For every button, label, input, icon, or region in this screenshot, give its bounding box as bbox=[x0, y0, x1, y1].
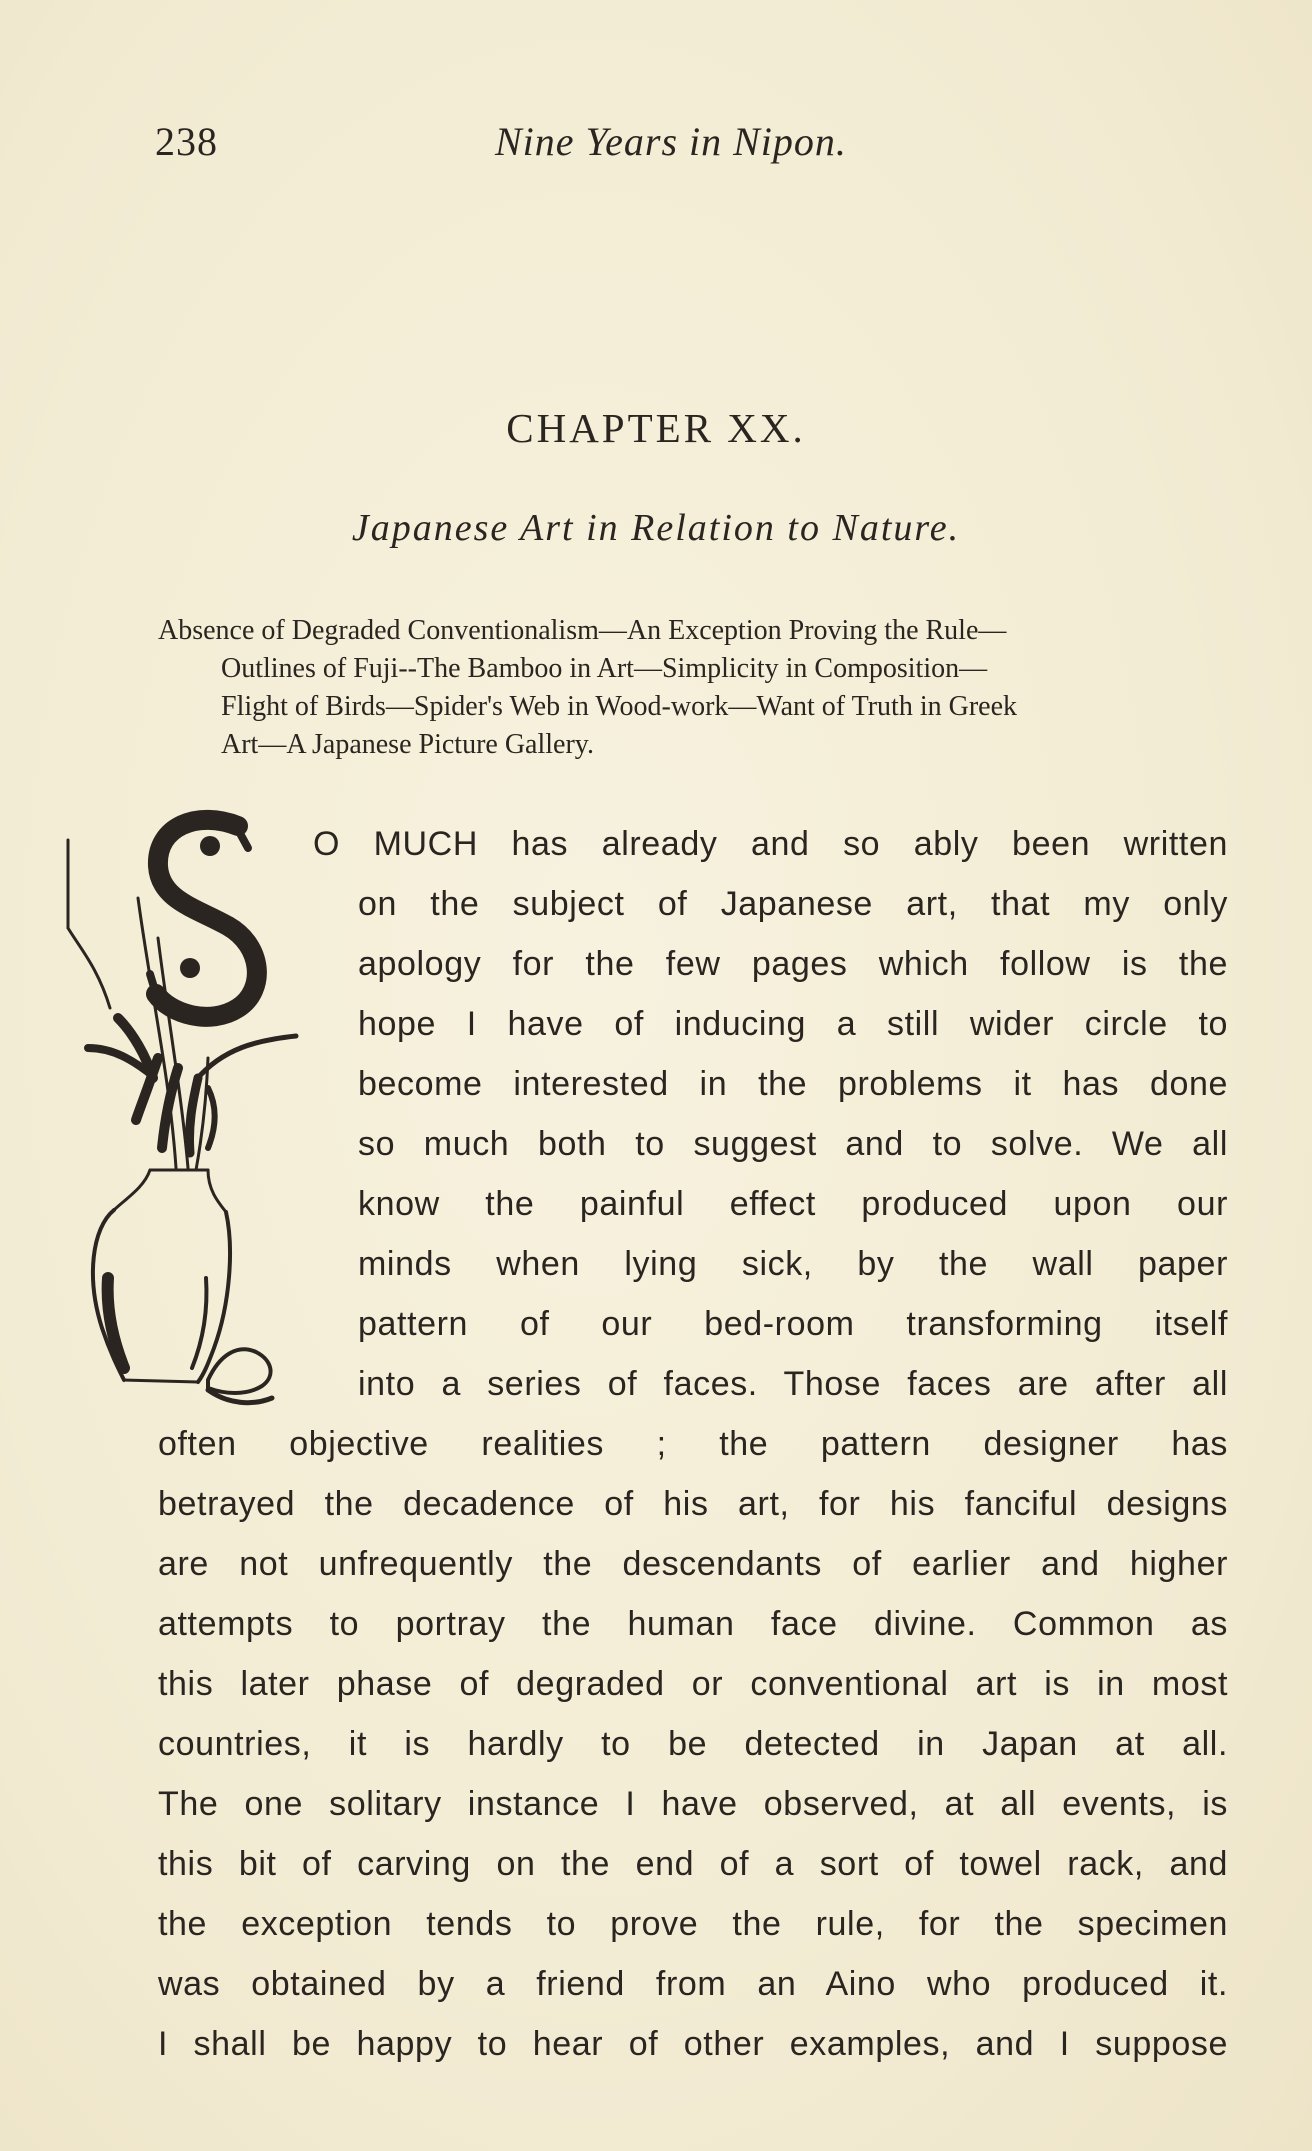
text-line: hope I have of inducing a still wider circle to bbox=[358, 1005, 1228, 1043]
running-head bbox=[155, 118, 915, 168]
text-line: the exception tends to prove the rule, for the specimen bbox=[158, 1905, 1228, 1943]
synopsis-line: Outlines of Fuji--The Bamboo in Art—Simplicity in Composition— bbox=[221, 653, 988, 684]
running-head-title: Nine Years in Nipon. bbox=[495, 119, 847, 164]
synopsis-line: Art—A Japanese Picture Gallery. bbox=[221, 729, 594, 760]
text-line: countries, it is hardly to be detected in Japan at all. bbox=[158, 1725, 1228, 1763]
text-line: often objective realities ; the pattern designer has bbox=[158, 1425, 1228, 1463]
text-line: are not unfrequently the descendants of earlier and higher bbox=[158, 1545, 1228, 1583]
chapter-title: Japanese Art in Relation to Nature. bbox=[351, 507, 961, 549]
synopsis-line: Flight of Birds—Spider's Web in Wood-work—Want of Truth in Greek bbox=[221, 691, 1018, 722]
text-line: into a series of faces. Those faces are after all bbox=[358, 1365, 1228, 1403]
text-line: on the subject of Japanese art, that my only bbox=[358, 885, 1228, 923]
text-line: apology for the few pages which follow is the bbox=[358, 945, 1228, 983]
page-number: 238 bbox=[155, 119, 218, 164]
text-line: minds when lying sick, by the wall paper bbox=[358, 1245, 1228, 1283]
text-line: so much both to suggest and to solve. We all bbox=[358, 1125, 1228, 1163]
text-line: I shall be happy to hear of other examples, and I suppose bbox=[158, 2025, 1228, 2063]
text-line: pattern of our bed-room transforming itself bbox=[358, 1305, 1228, 1343]
synopsis-line: Absence of Degraded Conventionalism—An Exception Proving the Rule— bbox=[158, 615, 1007, 646]
text-line: know the painful effect produced upon our bbox=[358, 1185, 1228, 1223]
text-line: was obtained by a friend from an Aino who produced it. bbox=[158, 1965, 1228, 2003]
chapter-number: CHAPTER XX. bbox=[506, 405, 806, 451]
text-line: this bit of carving on the end of a sort of towel rack, and bbox=[158, 1845, 1228, 1883]
text-line: The one solitary instance I have observed, at all events, is bbox=[158, 1785, 1228, 1823]
text-line: betrayed the decadence of his art, for his fanciful designs bbox=[158, 1485, 1228, 1523]
text-line: O MUCH has already and so ably been written bbox=[313, 825, 1228, 863]
text-line: become interested in the problems it has done bbox=[358, 1065, 1228, 1103]
text-line: attempts to portray the human face divine. Common as bbox=[158, 1605, 1228, 1643]
body-text bbox=[158, 814, 1228, 2074]
text-line: this later phase of degraded or conventional art is in most bbox=[158, 1665, 1228, 1703]
chapter-synopsis bbox=[158, 612, 1228, 764]
